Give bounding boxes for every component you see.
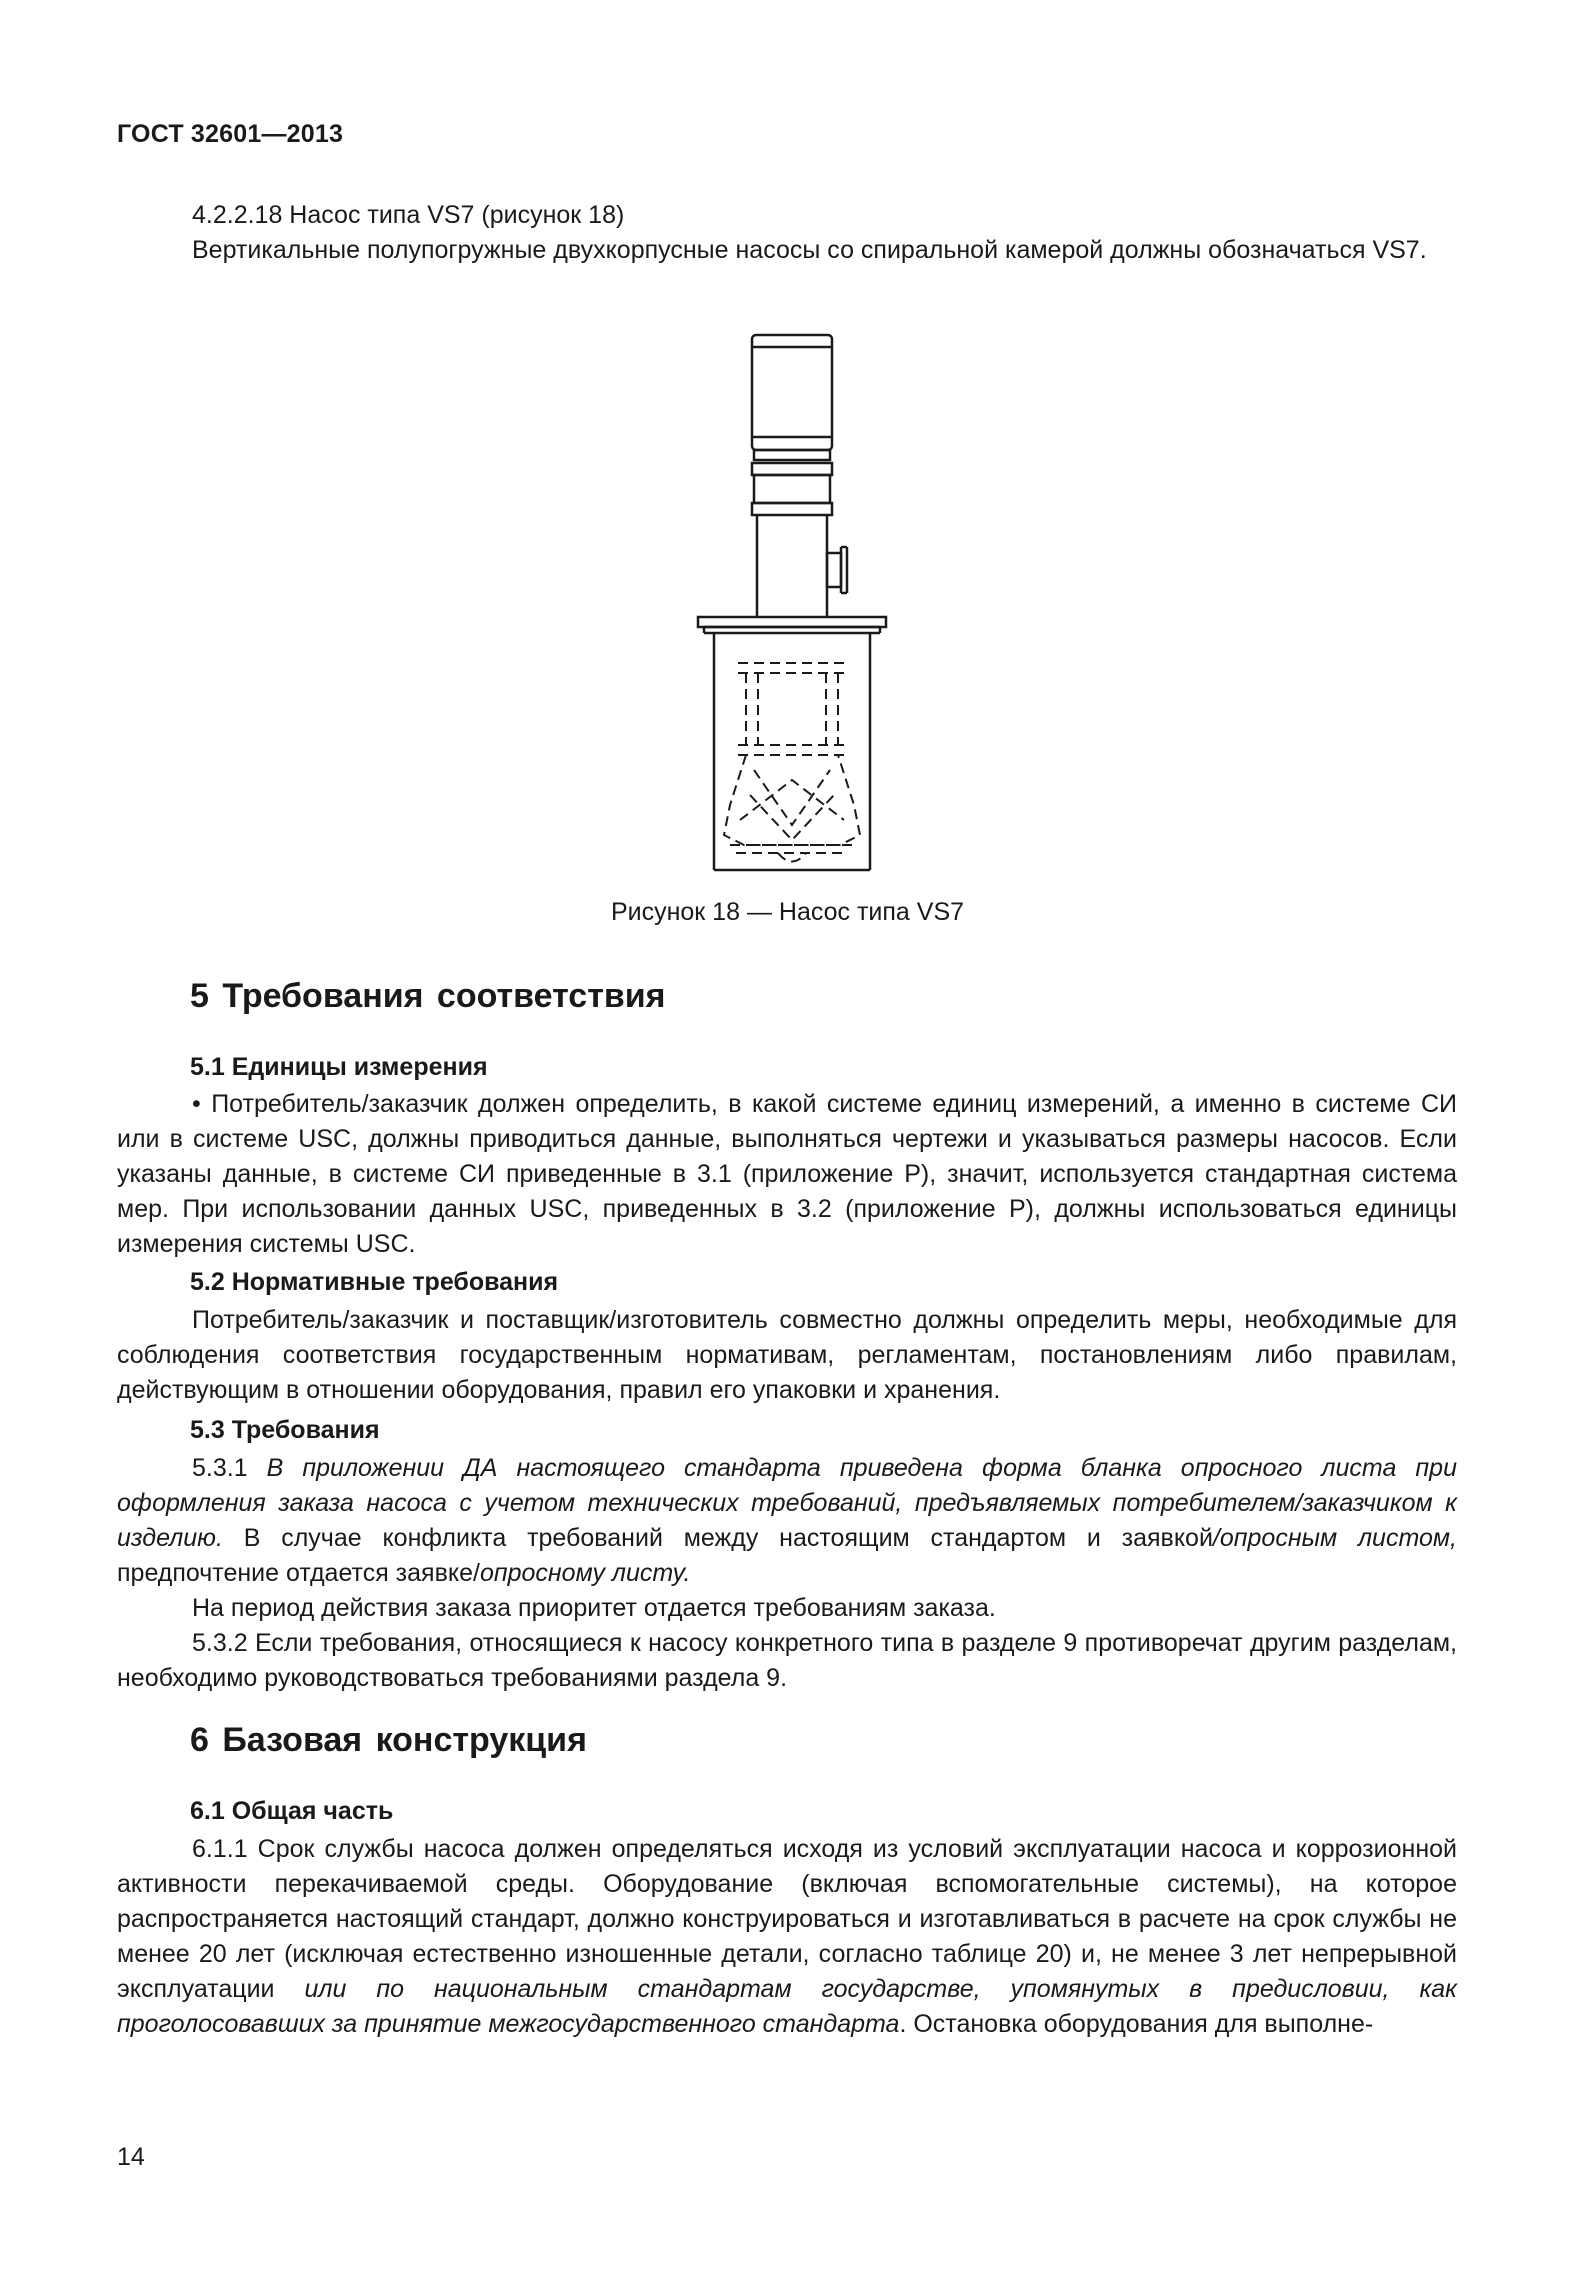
clause-6-1-1-regular-b: . Остановка оборудования для выполне- [899, 2010, 1374, 2038]
clause-5-3-1-number: 5.3.1 [192, 1454, 267, 1482]
subsection-6-1-body [117, 1832, 1457, 2042]
section-6-title: 6 Базовая конструкция [190, 1721, 587, 1759]
vs7-pump-drawing [690, 325, 890, 885]
clause-5-3-1-order-priority: На период действия заказа приоритет отдается требованиям заказа. [192, 1594, 996, 1622]
subsection-5-2-text: Потребитель/заказчик и поставщик/изготовитель совместно должны определить меры, необходимые для соблюдения соответствия государственным нормативам, регламентам, постановлениям либо правилам, действующим в отношении оборудования, правил его упаковки и хранения. [117, 1306, 1457, 1404]
figure-caption: Рисунок 18 — Насос типа VS7 [610, 898, 965, 926]
section-5-title: 5 Требования соответствия [190, 977, 666, 1015]
clause-4-2-2-18-title: 4.2.2.18 Насос типа VS7 (рисунок 18) [192, 201, 625, 229]
subsection-5-1-body [117, 1087, 1457, 1262]
clause-5-3-1-italic-a: В приложении ДА настоящего стандарта приведена форма бланка опросного листа при оформления заказа насоса с учетом технических требований, предъявляемых потребителем/заказчиком к изделию. [117, 1454, 1457, 1552]
clause-5-3-1 [117, 1451, 1457, 1591]
clause-5-3-1-italic-c: опросному листу. [479, 1559, 691, 1587]
intro-block [117, 198, 1457, 268]
clause-5-3-1-regular-a: В случае конфликта требований между настоящим стандартом и заявкой [222, 1524, 1213, 1552]
clause-6-1-1-italic: или по национальным стандартам государстве, упомянутых в предисловии, как проголосовавших за принятие межгосударственного стандарта [117, 1975, 1457, 2038]
subsection-5-3-body [117, 1451, 1457, 1696]
document-header: ГОСТ 32601—2013 [117, 120, 344, 148]
clause-4-2-2-18-text: Вертикальные полупогружные двухкорпусные насосы со спиральной камерой должны обозначаться VS7. [192, 236, 1427, 264]
subsection-5-2-body [117, 1303, 1457, 1408]
subsection-6-1-title: 6.1 Общая часть [190, 1797, 394, 1825]
subsection-5-1-title: 5.1 Единицы измерения [190, 1053, 488, 1081]
clause-6-1-1-regular-a: 6.1.1 Срок службы насоса должен определяться исходя из условий эксплуатации насоса и коррозионной активности перекачиваемой среды. Оборудование (включая вспомогательные системы), на которое распространяется настоящий стандарт, должно конструироваться и изготавливаться в расчете на срок службы не менее 20 лет (исключая естественно изношенные детали, согласно таблице 20) и, не менее 3 лет непрерывной эксплуатации [117, 1835, 1457, 2003]
clause-6-1-1 [117, 1832, 1457, 2042]
subsection-5-1-text: • Потребитель/заказчик должен определить, в какой системе единиц измерений, а именно в системе СИ или в системе USC, должны приводиться данные, выполняться чертежи и указываться размеры насосов. Если указаны данные, в системе СИ приведенные в 3.1 (приложение P), значит, используется стандартная система мер. При использовании данных USC, приведенных в 3.2 (приложение P), должны использоваться единицы измерения системы USC. [117, 1090, 1457, 1258]
subsection-5-2-title: 5.2 Нормативные требования [190, 1268, 559, 1296]
clause-5-3-1-italic-b: /опросным листом, [1212, 1524, 1457, 1552]
figure-18 [0, 325, 1575, 885]
page-number: 14 [117, 2143, 145, 2171]
clause-5-3-1-regular-b: предпочтение отдается заявке/ [117, 1559, 480, 1587]
clause-5-3-2: 5.3.2 Если требования, относящиеся к насосу конкретного типа в разделе 9 противоречат другим разделам, необходимо руководствоваться требованиями раздела 9. [117, 1629, 1457, 1692]
subsection-5-3-title: 5.3 Требования [190, 1416, 380, 1444]
